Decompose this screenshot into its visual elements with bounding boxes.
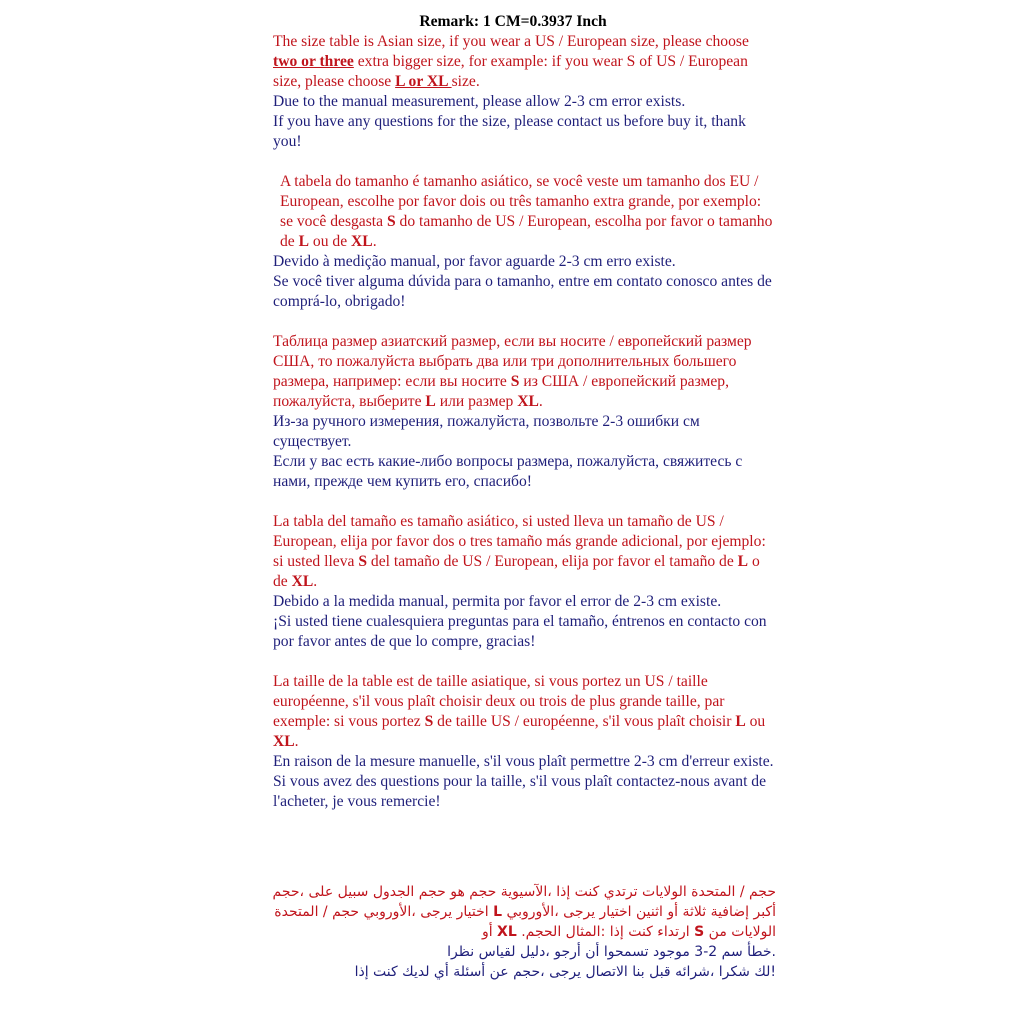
french-size-paragraph: La taille de la table est de taille asiatique, si vous portez un US / taille européenne, s'il vous plaît choisir deux ou trois de plus grande taille, par exemple: si vous portez S de taille US / européenne, s'il vous plaît choisir L ou XL. — [273, 673, 766, 750]
portuguese-size-paragraph: A tabela do tamanho é tamanho asiático, se você veste um tamanho dos EU / European, escolhe por favor dois ou três tamanho extra grande, por exemplo: se você desgasta S do tamanho de US / European, escolha por favor o tamanho de L ou de XL. — [280, 173, 773, 250]
arabic-questions-paragraph: !لك شكرا ،شرائه قبل بنا الاتصال يرجى ،حجم عن أسئلة أي لديك كنت إذا — [354, 964, 776, 980]
portuguese-questions-paragraph: Se você tiver alguma dúvida para o tamanho, entre em contato conosco antes de comprá-lo, obrigado! — [273, 273, 772, 310]
remark-title: Remark: 1 CM=0.3937 Inch — [419, 13, 607, 30]
spanish-questions-paragraph: ¡Si usted tiene cualesquiera preguntas para el tamaño, éntrenos en contacto con por favor antes de que lo compre, gracias! — [273, 613, 767, 650]
size-note-document — [256, 12, 776, 812]
english-questions-paragraph: If you have any questions for the size, please contact us before buy it, thank you! — [273, 113, 746, 150]
emphasis-two-or-three: two or three — [273, 53, 354, 70]
russian-measurement-paragraph: Из-за ручного измерения, пожалуйста, позвольте 2-3 ошибки см существует. — [273, 413, 700, 450]
french-measurement-paragraph: En raison de la mesure manuelle, s'il vous plaît permettre 2-3 cm d'erreur existe. — [273, 753, 774, 770]
portuguese-measurement-paragraph: Devido à medição manual, por favor aguarde 2-3 cm erro existe. — [273, 253, 676, 270]
spanish-size-paragraph: La tabla del tamaño es tamaño asiático, si usted lleva un tamaño de US / European, elija por favor dos o tres tamaño más grande adicional, por ejemplo: si usted lleva S del tamaño de US / European, elija por favor el tamaño de L o de XL. — [273, 513, 766, 590]
arabic-measurement-paragraph: .خطأ سم 2-3 موجود تسمحوا أن أرجو ،دليل لقياس نظرا — [447, 944, 776, 960]
french-questions-paragraph: Si vous avez des questions pour la taille, s'il vous plaît contactez-nous avant de l'acheter, je vous remercie! — [273, 773, 767, 810]
russian-size-paragraph: Таблица размер азиатский размер, если вы носите / европейский размер США, то пожалуйста выбрать два или три дополнительных большего размера, например: если вы носите S из США / европейский размер, пожалуйста, выберите L или размер XL. — [273, 333, 752, 410]
arabic-section — [256, 882, 776, 982]
english-measurement-paragraph: Due to the manual measurement, please allow 2-3 cm error exists. — [273, 93, 686, 110]
arabic-size-paragraph: حجم / المتحدة الولايات ترتدي كنت إذا ،الآسيوية حجم هو حجم الجدول سبيل على ،حجم أكبر إضافية ثلاثة أو اثنين اختيار يرجى ،الأوروبي L اختيار يرجى ،الأوروبي حجم / المتحدة الولايات من S ارتداء كنت إذا :المثال الحجم. XL أو — [272, 884, 776, 940]
spanish-measurement-paragraph: Debido a la medida manual, permita por favor el error de 2-3 cm existe. — [273, 593, 722, 610]
russian-questions-paragraph: Если у вас есть какие-либо вопросы размера, пожалуйста, свяжитесь с нами, прежде чем купить его, спасибо! — [273, 453, 743, 490]
emphasis-l-or-xl: L or XL — [395, 73, 452, 90]
english-size-paragraph: The size table is Asian size, if you wear a US / European size, please choose two or three extra bigger size, for example: if you wear S of US / European size, please choose L or XL size. — [273, 33, 749, 90]
